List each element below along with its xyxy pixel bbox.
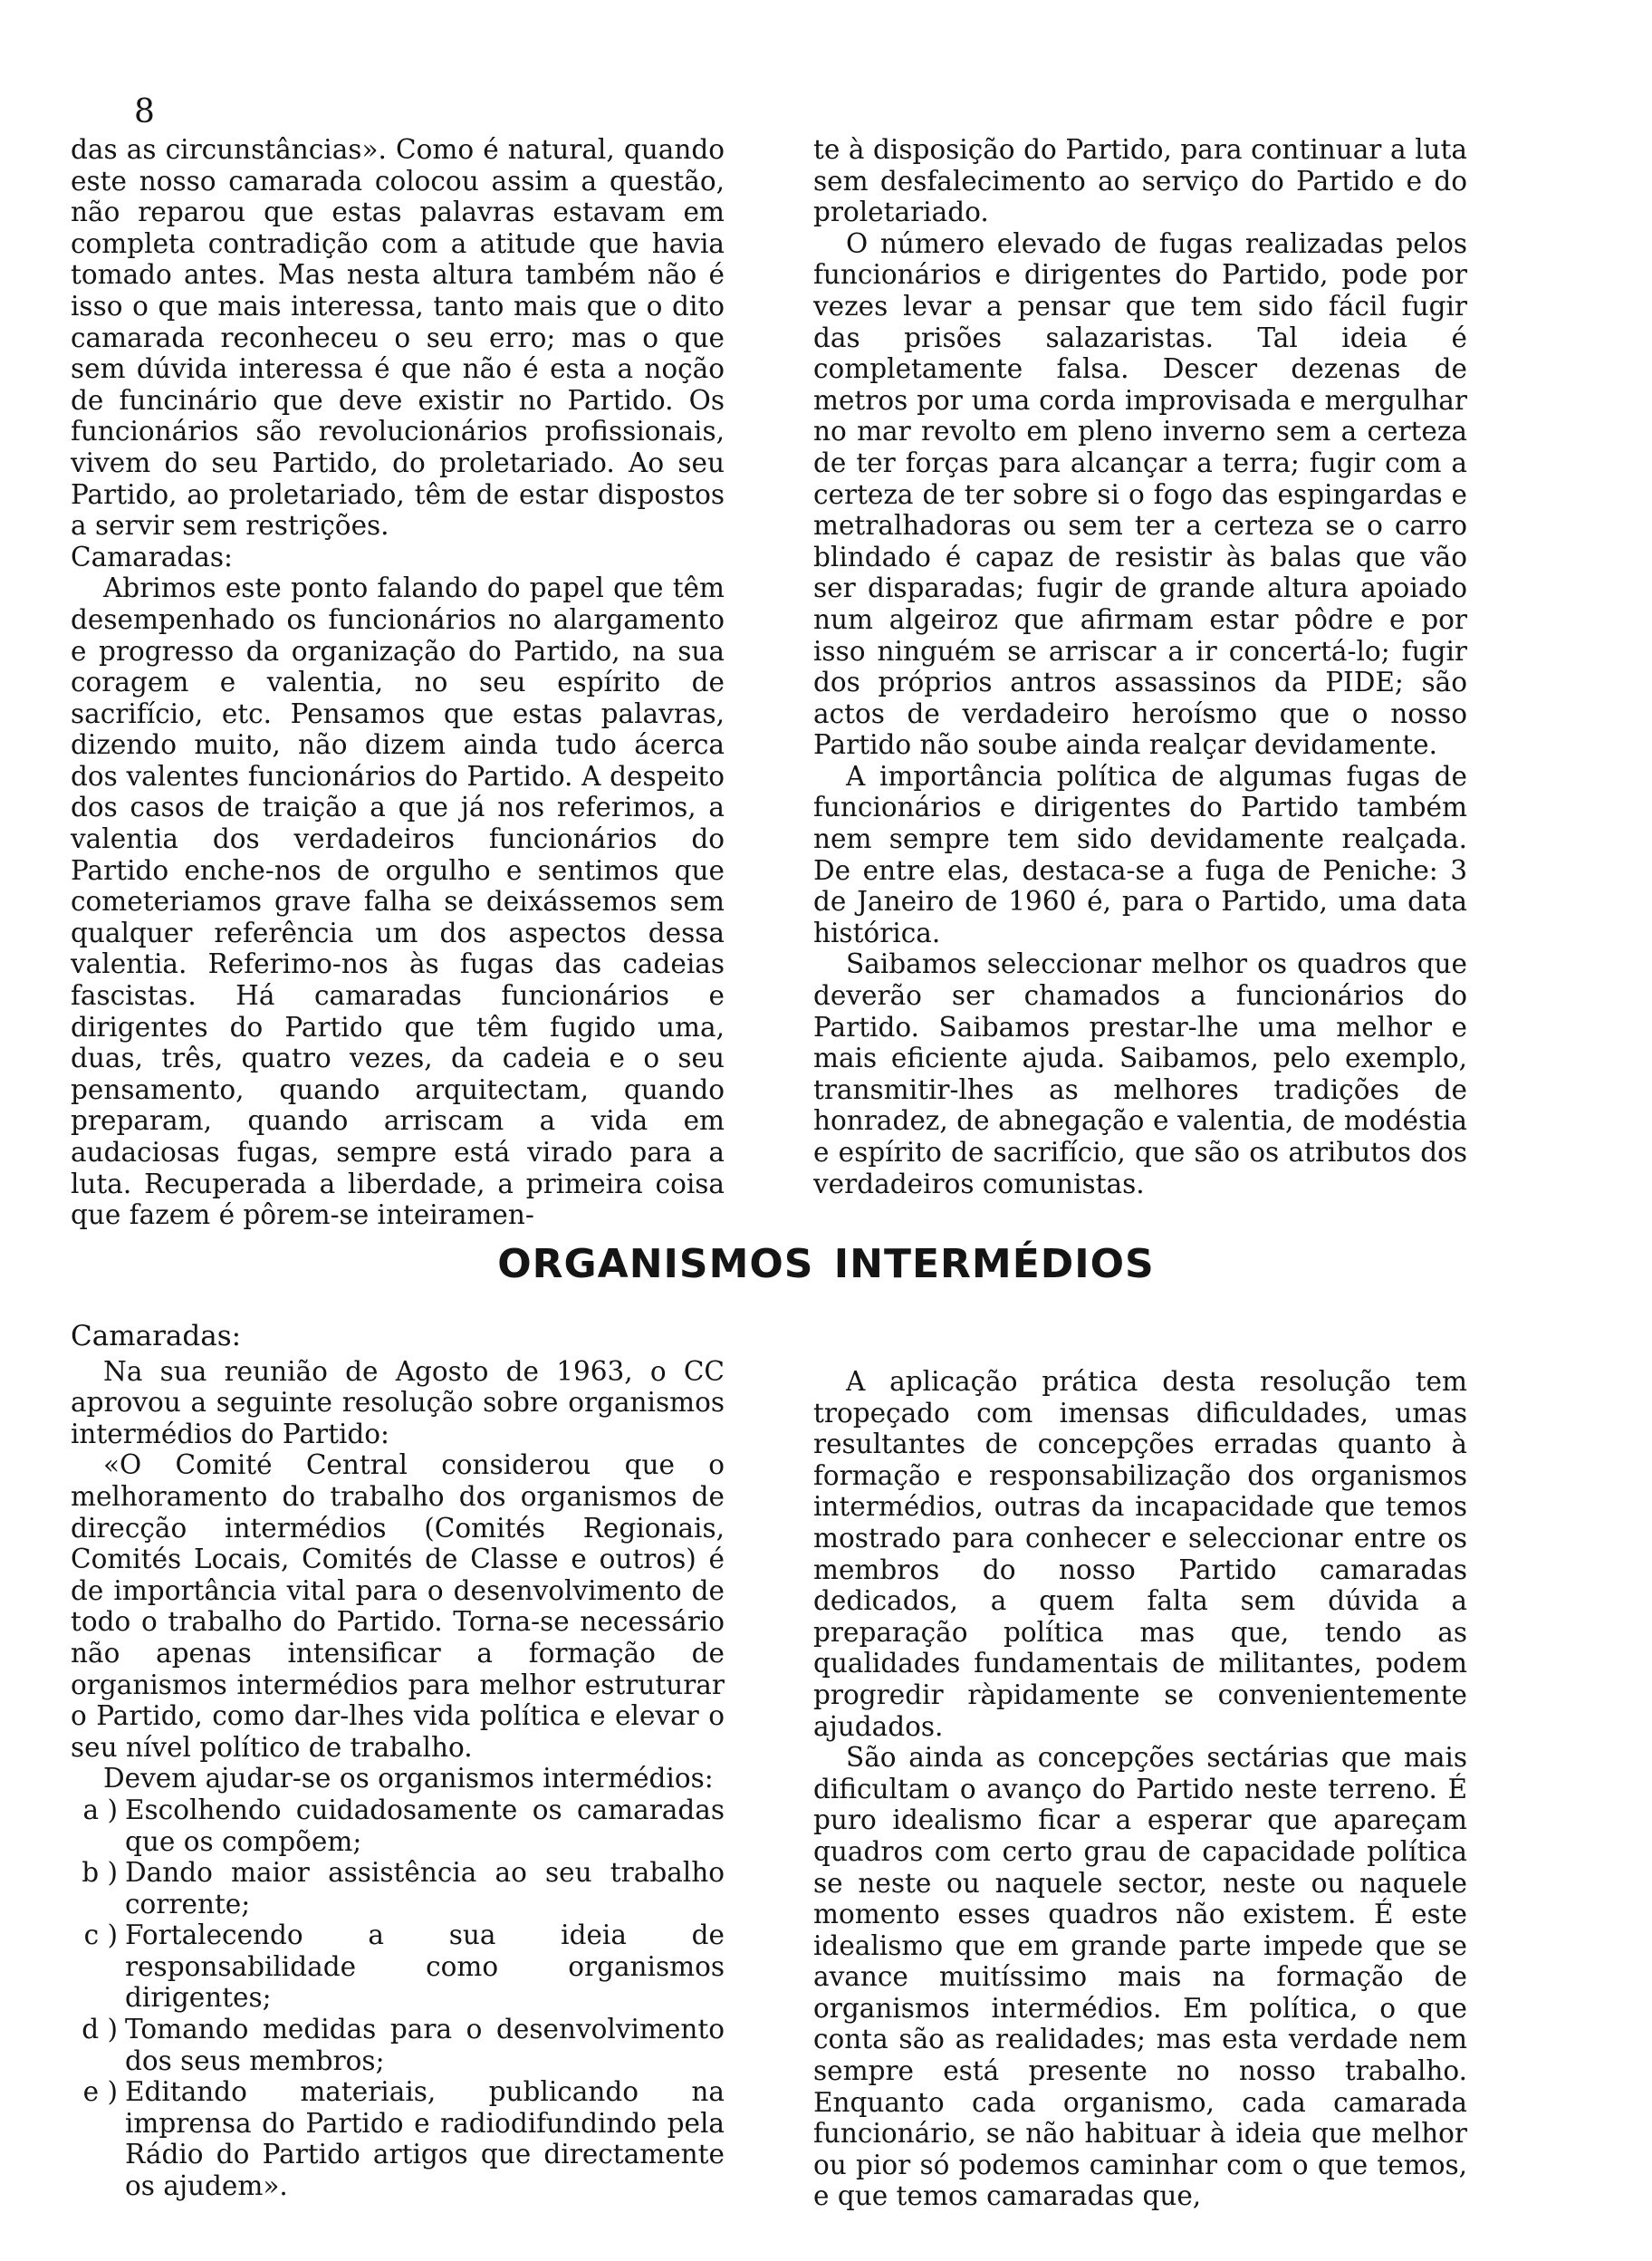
paragraph: Na sua reunião de Agosto de 1963, o CC aprovou a seguinte resolução sobre organismos intermédios do Partido: [71, 1355, 725, 1449]
paragraph: São ainda as concepções sectárias que mais dificultam o avanço do Partido neste terreno. É puro idealismo ficar a esperar que apareçam quadros com certo grau de capacidade política se neste ou naquele sector, neste ou naquele momento esses quadros não existem. É este idealismo que em grande parte impede que se avance muitíssimo mais na formação de organismos intermédios. Em política, o que conta são as realidades; mas esta verdade nem sempre está presente no nosso trabalho. Enquanto cada organismo, cada camarada funcionário, se não habituar à ideia que melhor ou pior só podemos caminhar com o que temos, e que temos camaradas que, [813, 1742, 1467, 2212]
paragraph: te à disposição do Partido, para continuar a luta sem desfalecimento ao serviço do Partido e do proletariado. [813, 134, 1467, 228]
paragraph: Saibamos seleccionar melhor os quadros que deverão ser chamados a funcionários do Partido. Saibamos prestar-lhe uma melhor e mais eficiente ajuda. Saibamos, pelo exemplo, transmitir-lhes as melhores tradições de honradez, de abnegação e valentia, de modéstia e espírito de sacrifício, que são os atributos dos verdadeiros comunistas. [813, 948, 1467, 1199]
paragraph: O número elevado de fugas realizadas pelos funcionários e dirigentes do Partido, pode por vezes levar a pensar que tem sido fácil fugir das prisões salazaristas. Tal ideia é completamente falsa. Descer dezenas de metros por uma corda improvisada e mergulhar no mar revolto em pleno inverno sem a certeza de ter forças para alcançar a terra; fugir com a certeza de ter sobre si o fogo das espingardas e metralhadoras ou sem ter a certeza se o carro blindado é capaz de resistir às balas que vão ser disparadas; fugir de grande altura apoiado num algeiroz que afirmam estar pôdre e por isso ninguém se arriscar a ir concertá-lo; fugir dos próprios antros assassinos da PIDE; são actos de verdadeiro heroísmo que o nosso Partido não soube ainda realçar devidamente. [813, 227, 1467, 761]
list-item [71, 1794, 725, 1857]
list-item-text: Dando maior assistência ao seu trabalho corrente; [125, 1857, 725, 1919]
bottom-left-column [71, 1321, 725, 2202]
salutation: Camaradas: [71, 1320, 242, 1352]
list-item-text: Escolhendo cuidadosamente os camaradas que os compõem; [125, 1794, 725, 1857]
paragraph: Abrimos este ponto falando do papel que têm desempenhado os funcionários no alargamento e progresso da organização do Partido, na sua coragem e valentia, no seu espírito de sacrifício, etc. Pensamos que estas palavras, dizendo muito, não dizem ainda tudo ácerca dos valentes funcionários do Partido. A despeito dos casos de traição a que já nos referimos, a valentia dos verdadeiros funcionários do Partido enche-nos de orgulho e sentimos que cometeriamos grave falha se deixássemos sem qualquer referência um dos aspectos dessa valentia. Referimo-nos às fugas das cadeias fascistas. Há camaradas funcionários e dirigentes do Partido que têm fugido uma, duas, três, quatro vezes, da cadeia e o seu pensamento, quando arquitectam, quando preparam, quando arriscam a vida em audaciosas fugas, sempre está virado para a luta. Recuperada a liberdade, a primeira coisa que fazem é pôrem-se inteiramen- [71, 572, 725, 1231]
page-number: 8 [134, 93, 155, 130]
list-item-text: Editando materiais, publicando na imprensa do Partido e radiodifundindo pela Rádio do Partido artigos que directamente os ajudem». [125, 2076, 725, 2202]
top-right-column [813, 134, 1467, 1199]
list-marker: e ) [82, 2076, 118, 2108]
paragraph: A importância política de algumas fugas de funcionários e dirigentes do Partido também nem sempre tem sido devidamente realçada. De entre elas, destaca-se a fuga de Peniche: 3 de Janeiro de 1960 é, para o Partido, uma data histórica. [813, 760, 1467, 948]
list-item [71, 2076, 725, 2201]
list-lead: Devem ajudar-se os organismos intermédios: [103, 1763, 714, 1794]
list-marker: b ) [82, 1857, 118, 1889]
list-marker: a ) [82, 1794, 118, 1825]
list-item-text: Fortalecendo a sua ideia de responsabilidade como organismos dirigentes; [125, 1919, 725, 2014]
list-marker: c ) [83, 1919, 118, 1951]
bottom-right-column [813, 1366, 1467, 2212]
list-item [71, 2014, 725, 2076]
list-item-text: Tomando medidas para o desenvolvimento dos seus membros; [125, 2014, 725, 2076]
list-marker: d ) [82, 2014, 118, 2045]
paragraph: das as circunstâncias». Como é natural, quando este nosso camarada colocou assim a questão, não reparou que estas palavras estavam em completa contradição com a atitude que havia tomado antes. Mas nesta altura também não é isso o que mais interessa, tanto mais que o dito camarada reconheceu o seu erro; mas o que sem dúvida interessa é que não é esta a noção de funcinário que deve existir no Partido. Os funcionários são revolucionários profissionais, vivem do seu Partido, do proletariado. Ao seu Partido, ao proletariado, têm de estar dispostos a servir sem restrições. [71, 134, 725, 542]
paragraph: A aplicação prática desta resolução tem tropeçado com imensas dificuldades, umas resultantes de concepções erradas quanto à formação e responsabilização dos organismos intermédios, outras da incapacidade que temos mostrado para conhecer e seleccionar entre os membros do nosso Partido camaradas dedicados, a quem falta sem dúvida a preparação política mas que, tendo as qualidades fundamentais de militantes, podem progredir ràpidamente se convenientemente ajudados. [813, 1366, 1467, 1742]
resolution-quote: «O Comité Central considerou que o melhoramento do trabalho dos organismos de direcção intermédios (Comités Regionais, Comités Locais, Comités de Classe e outros) é de importância vital para o desenvolvimento de todo o trabalho do Partido. Torna-se necessário não apenas intensificar a formação de organismos intermédios para melhor estruturar o Partido, como dar-lhes vida política e elevar o seu nível político de trabalho. [71, 1449, 725, 1763]
top-left-column [71, 134, 725, 1231]
section-heading: ORGANISMOS INTERMÉDIOS [497, 1241, 1155, 1287]
salutation: Camaradas: [71, 541, 233, 572]
list-item [71, 1919, 725, 2014]
list-item [71, 1857, 725, 1919]
